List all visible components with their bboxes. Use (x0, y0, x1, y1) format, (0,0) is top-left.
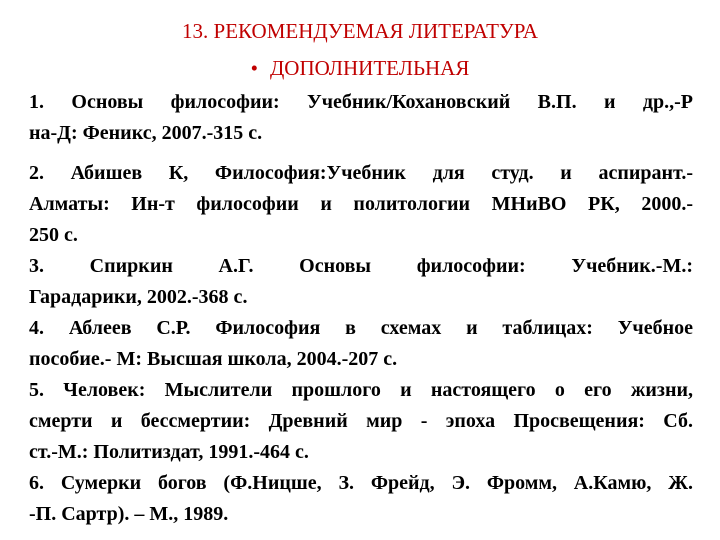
reference-line: 3. Спиркин А.Г. Основы философии: Учебник.-М.: (29, 255, 693, 277)
reference-line: 1. Основы философии: Учебник/Кохановский В.П. и др.,-Р (29, 91, 693, 113)
reference-item-5 (29, 375, 693, 468)
reference-line: на-Д: Феникс, 2007.-315 с. (29, 122, 263, 144)
reference-line: 4. Аблеев С.Р. Философия в схемах и таблицах: Учебное (29, 317, 693, 339)
section-subtitle (0, 55, 720, 81)
reference-line: 250 с. (29, 224, 78, 246)
reference-line: 5. Человек: Мыслители прошлого и настоящего о его жизни, (29, 379, 693, 401)
bullet-icon: • (250, 56, 258, 80)
reference-item-6 (29, 468, 693, 530)
slide-title: 13. РЕКОМЕНДУЕМАЯ ЛИТЕРАТУРА (182, 19, 538, 43)
reference-line: -П. Сартр). – М., 1989. (29, 503, 229, 525)
reference-line: Алматы: Ин-т философии и политологии МНиВО РК, 2000.- (29, 193, 693, 215)
reference-line: 6. Сумерки богов (Ф.Ницше, З. Фрейд, Э. Фромм, А.Камю, Ж. (29, 472, 693, 494)
reference-line: ст.-М.: Политиздат, 1991.-464 с. (29, 441, 309, 463)
subtitle-label: ДОПОЛНИТЕЛЬНАЯ (269, 56, 470, 80)
reference-item-1 (29, 87, 693, 158)
reference-list (29, 87, 693, 530)
reference-line: 2. Абишев К, Философия:Учебник для студ. и аспирант.- (29, 162, 693, 184)
reference-item-2 (29, 158, 693, 251)
reference-line: смерти и бессмертии: Древний мир - эпоха Просвещения: Сб. (29, 410, 693, 432)
reference-item-3 (29, 251, 693, 313)
reference-item-4 (29, 313, 693, 375)
reference-line: пособие.- М: Высшая школа, 2004.-207 с. (29, 348, 398, 370)
reference-line: Гарадарики, 2002.-368 с. (29, 286, 248, 308)
